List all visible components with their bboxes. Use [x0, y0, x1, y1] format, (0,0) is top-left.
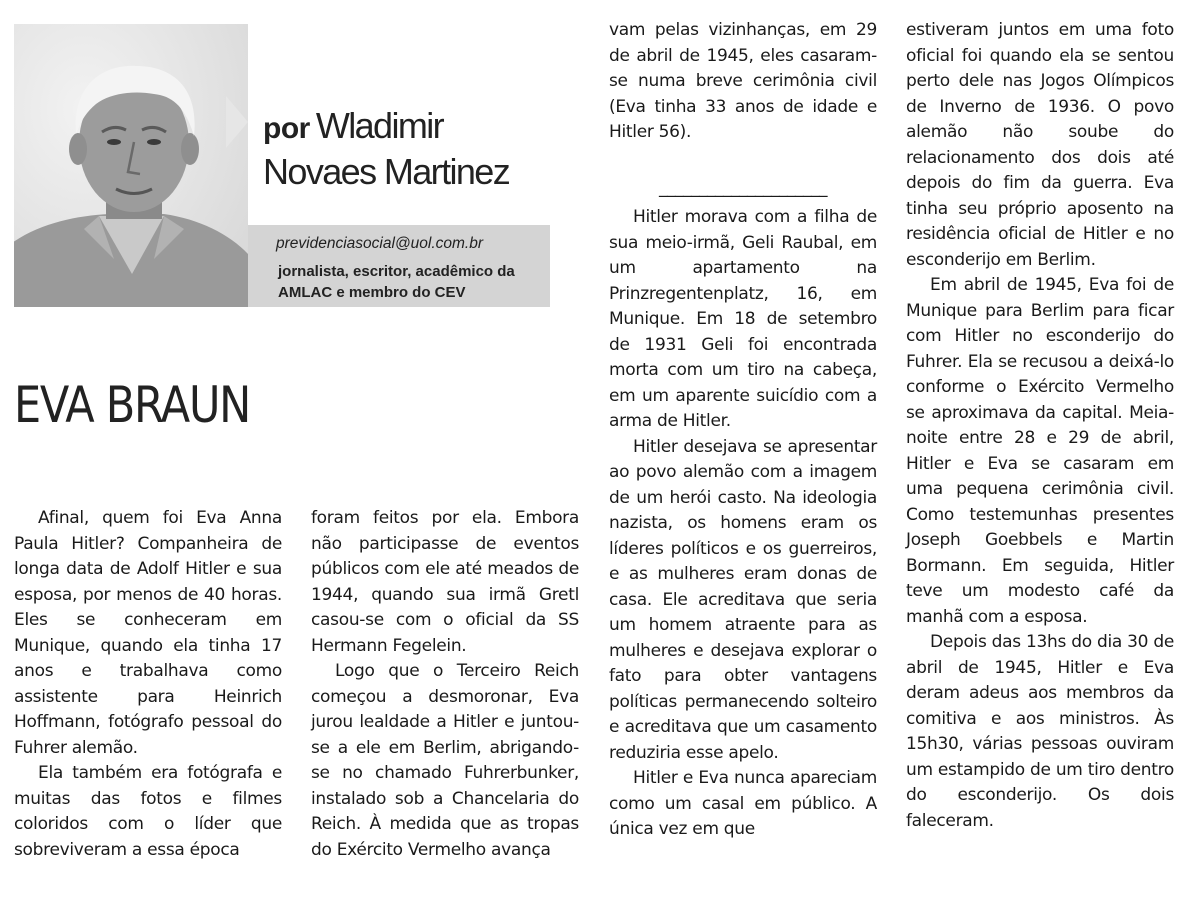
- author-photo: [14, 24, 248, 307]
- author-name-line1: Wladimir: [315, 105, 444, 146]
- article-column-3: [609, 18, 877, 843]
- article-column-1: [14, 506, 282, 863]
- article-paragraph: foram feitos por ela. Embora não participasse de eventos públicos com ele até meados de 1944, quando sua irmã Gretl casou-se com o oficial da SS Hermann Fegelein.: [311, 508, 579, 656]
- author-name-line2: Novaes Martinez: [263, 151, 510, 192]
- article-paragraph: Em abril de 1945, Eva foi de Munique para Berlim para ficar com Hitler no esconderijo do Fuhrer. Ela se recusou a deixá-lo conforme o Exército Vermelho se aproximava da capital. Meia-noite entre 28 e 29 de abril, Hitler e Eva se casaram em uma pequena cerimônia civil. Como testemunhas presentes Joseph Goebbels e Martin Bormann. Em seguida, Hitler teve um modesto café da manhã com a esposa.: [906, 275, 1174, 627]
- article-paragraph: Logo que o Terceiro Reich começou a desmoronar, Eva jurou lealdade a Hitler e juntou-se a ele em Berlim, abrigando-se no chamado Fuhrerbunker, instalado sob a Chancelaria do Reich. À medida que as tropas do Exército Vermelho avança: [311, 661, 579, 860]
- author-byline: [263, 104, 563, 193]
- article-column-4: [906, 18, 1174, 834]
- article-paragraph: vam pelas vizinhanças, em 29 de abril de 1945, eles casaram-se numa breve cerimônia civil (Eva tinha 33 anos de idade e Hitler 56).: [609, 20, 877, 142]
- article-paragraph: Hitler morava com a filha de sua meio-irmã, Geli Raubal, em um apartamento na Prinzregentenplatz, 16, em Munique. Em 18 de setembro de 1931 Geli foi encontrada morta com um tiro na cabeça, em um aparente suicídio com a arma de Hitler.: [609, 207, 877, 431]
- article-column-2: [311, 506, 579, 863]
- section-separator: _____________________: [659, 177, 827, 198]
- author-email[interactable]: previdenciasocial@uol.com.br: [276, 235, 483, 252]
- article-paragraph: Depois das 13hs do dia 30 de abril de 1945, Hitler e Eva deram adeus aos membros da comitiva e aos ministros. Às 15h30, várias pessoas ouviram um estampido de um tiro dentro do esconderijo. Os dois faleceram.: [906, 632, 1174, 831]
- author-info-box: [248, 225, 550, 307]
- article-title: EVA BRAUN: [14, 376, 251, 434]
- article-paragraph: Afinal, quem foi Eva Anna Paula Hitler? Companheira de longa data de Adolf Hitler e sua esposa, por menos de 40 horas. Eles se conheceram em Munique, quando ela tinha 17 anos e trabalhava como assistente para Heinrich Hoffmann, fotógrafo pessoal do Fuhrer alemão.: [14, 508, 282, 758]
- author-portrait-icon: [14, 24, 248, 307]
- author-bio: jornalista, escritor, acadêmico da AMLAC e membro do CEV: [278, 263, 515, 301]
- article-paragraph: Hitler e Eva nunca apareciam como um casal em público. A única vez em que: [609, 768, 877, 839]
- article-paragraph: estiveram juntos em uma foto oficial foi quando ela se sentou perto dele nas Jogos Olímpicos de Inverno de 1936. O povo alemão não soube do relacionamento dos dois até depois do fim da guerra. Eva tinha seu próprio aposento na residência oficial de Hitler e no esconderijo em Berlim.: [906, 20, 1174, 270]
- article-paragraph: Hitler desejava se apresentar ao povo alemão com a imagem de um herói casto. Na ideologia nazista, os homens eram os líderes políticos e os guerreiros, e as mulheres eram donas de casa. Ele acreditava que seria um homem atraente para as mulheres e desejava explorar o fato para obter vantagens políticas permanecendo solteiro e acreditava que um casamento reduziria esse apelo.: [609, 436, 877, 763]
- article-paragraph: Ela também era fotógrafa e muitas das fotos e filmes coloridos com o líder que sobreviveram a essa época: [14, 763, 282, 860]
- byline-prefix: por: [263, 112, 310, 145]
- photo-pointer: [226, 96, 248, 148]
